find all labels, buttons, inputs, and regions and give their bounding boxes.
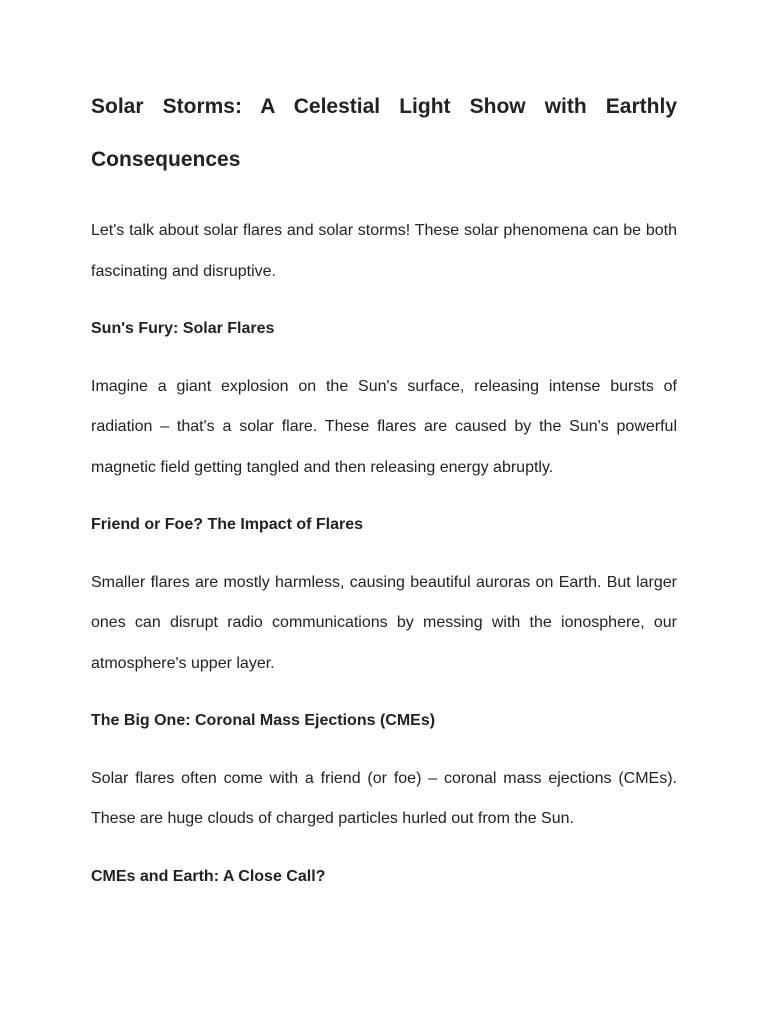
document-page [91, 80, 677, 897]
section-heading-impact-of-flares: Friend or Foe? The Impact of Flares [91, 516, 364, 533]
section-body-cmes: Solar flares often come with a friend (or foe) – coronal mass ejections (CMEs). These are huge clouds of charged particles hurled out from the Sun. [91, 769, 677, 827]
section-body-impact-of-flares: Smaller flares are mostly harmless, causing beautiful auroras on Earth. But larger ones can disrupt radio communications by messing with the ionosphere, our atmosphere's upper layer. [91, 573, 677, 672]
document-title: Solar Storms: A Celestial Light Show with Earthly Consequences [91, 95, 677, 171]
section-heading-solar-flares: Sun's Fury: Solar Flares [91, 320, 275, 337]
section-heading-cmes-and-earth: CMEs and Earth: A Close Call? [91, 867, 326, 885]
section-heading-cmes: The Big One: Coronal Mass Ejections (CMEs) [91, 712, 436, 729]
intro-paragraph: Let's talk about solar flares and solar storms! These solar phenomena can be both fascinating and disruptive. [91, 222, 677, 280]
section-body-solar-flares: Imagine a giant explosion on the Sun's surface, releasing intense bursts of radiation – that's a solar flare. These flares are caused by the Sun's powerful magnetic field getting tangled and then releasing energy abruptly. [91, 377, 677, 476]
